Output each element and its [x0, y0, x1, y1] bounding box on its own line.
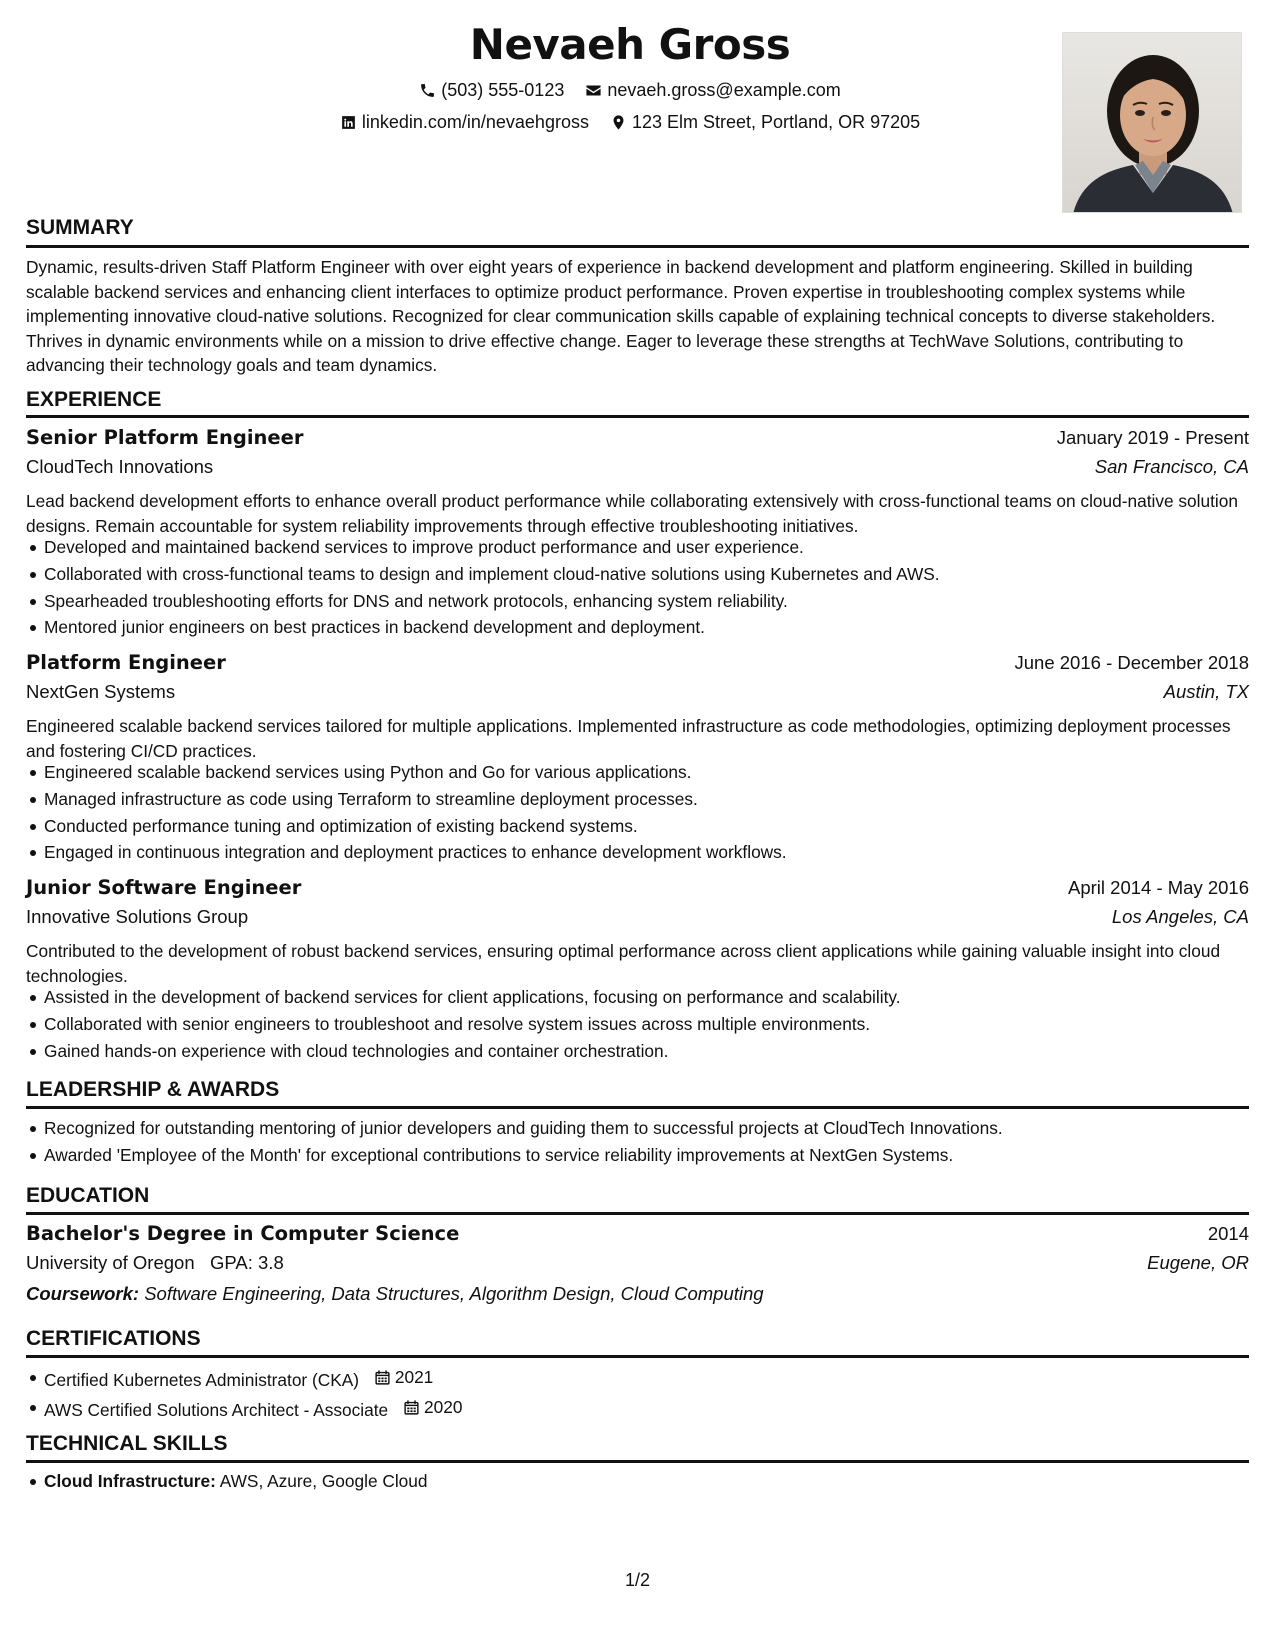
certification-name: AWS Certified Solutions Architect - Associate: [44, 1399, 389, 1420]
list-item: Collaborated with senior engineers to troubleshoot and resolve system issues across multiple environments.: [26, 1011, 1251, 1038]
list-item: Developed and maintained backend services to improve product performance and user experience.: [26, 534, 1251, 561]
phone-icon: [419, 82, 436, 99]
certification-date: [374, 1364, 433, 1391]
skills-heading: TECHNICAL SKILLS: [26, 1432, 228, 1455]
phone-contact: [419, 80, 564, 101]
coursework-label: Coursework:: [26, 1283, 140, 1304]
list-item: Conducted performance tuning and optimization of existing backend systems.: [26, 813, 1251, 840]
address-contact: [610, 112, 920, 133]
skills-divider: [26, 1460, 1249, 1463]
list-item: [26, 1394, 1251, 1424]
skill-category: Cloud Infrastructure:: [44, 1471, 216, 1491]
summary-text: Dynamic, results-driven Staff Platform Engineer with over eight years of experience in backend development and platform engineering. Skilled in building scalable backend services and enhancing client interfaces to optimize product performance. Proven expertise in troubleshooting complex systems while implementing innovative cloud-native solutions. Recognized for clear communication skills capable of explaining technical concepts to diverse stakeholders. Thrives in dynamic environments while on a mission to drive effective change. Eager to leverage these strengths at TechWave Solutions, contributing to advancing their technology goals and team dynamics.: [26, 257, 1216, 375]
list-item: Spearheaded troubleshooting efforts for DNS and network protocols, enhancing system reliability.: [26, 588, 1251, 615]
job-dates: April 2014 - May 2016: [1068, 877, 1249, 898]
email-contact[interactable]: [585, 80, 840, 101]
coursework-list: Software Engineering, Data Structures, Algorithm Design, Cloud Computing: [144, 1283, 764, 1304]
job-title: Senior Platform Engineer: [26, 426, 304, 449]
leadership-bullets: [26, 1115, 1251, 1169]
list-item: Engaged in continuous integration and deployment practices to enhance development workflows.: [26, 839, 1251, 866]
list-item: Mentored junior engineers on best practices in backend development and deployment.: [26, 614, 1251, 641]
leadership-divider: [26, 1106, 1249, 1109]
company-name: NextGen Systems: [26, 681, 176, 702]
phone-text: (503) 555-0123: [441, 80, 565, 100]
job-location: San Francisco, CA: [1094, 456, 1249, 477]
calendar-icon: [403, 1399, 420, 1416]
company-name: CloudTech Innovations: [26, 456, 214, 477]
summary-heading: SUMMARY: [26, 216, 134, 239]
candidate-name: Nevaeh Gross: [469, 20, 791, 69]
job-dates: January 2019 - Present: [1056, 427, 1249, 448]
school-location: Eugene, OR: [1147, 1252, 1249, 1273]
list-item: Gained hands-on experience with cloud technologies and container orchestration.: [26, 1038, 1251, 1065]
list-item: Managed infrastructure as code using Terraform to streamline deployment processes.: [26, 786, 1251, 813]
linkedin-icon: [340, 114, 357, 131]
certification-year: 2021: [394, 1367, 434, 1387]
list-item: [26, 1468, 1251, 1495]
job-description: Lead backend development efforts to enhance overall product performance while collaborating extensively with cross-functional teams on cloud-native solution designs. Remain accountable for system reliability improvements through effective troubleshooting initiatives.: [26, 491, 1238, 536]
linkedin-text[interactable]: linkedin.com/in/nevaehgross: [361, 112, 589, 132]
certifications-list: [26, 1364, 1251, 1423]
job-location: Austin, TX: [1163, 681, 1249, 702]
education-divider: [26, 1212, 1249, 1215]
school-name: University of Oregon: [26, 1252, 195, 1273]
experience-divider: [26, 415, 1249, 418]
job-location: Los Angeles, CA: [1111, 906, 1249, 927]
skill-values: AWS, Azure, Google Cloud: [219, 1471, 428, 1491]
summary-divider: [26, 245, 1249, 248]
graduation-year: 2014: [1207, 1223, 1249, 1244]
list-item: [26, 1364, 1251, 1394]
certification-name: Certified Kubernetes Administrator (CKA): [44, 1369, 360, 1390]
degree-title: Bachelor's Degree in Computer Science: [26, 1222, 460, 1245]
list-item: Awarded 'Employee of the Month' for exceptional contributions to service reliability improvements at NextGen Systems.: [26, 1142, 1251, 1169]
school-line: [26, 1252, 284, 1274]
certifications-heading: CERTIFICATIONS: [26, 1327, 201, 1350]
list-item: Engineered scalable backend services using Python and Go for various applications.: [26, 759, 1251, 786]
address-text: 123 Elm Street, Portland, OR 97205: [631, 112, 921, 132]
leadership-heading: LEADERSHIP & AWARDS: [26, 1078, 280, 1101]
job-title: Platform Engineer: [26, 651, 226, 674]
email-text[interactable]: nevaeh.gross@example.com: [607, 80, 841, 100]
gpa: GPA: 3.8: [210, 1252, 284, 1273]
map-pin-icon: [610, 114, 627, 131]
profile-photo: [1062, 32, 1242, 213]
job-title: Junior Software Engineer: [26, 876, 302, 899]
list-item: Recognized for outstanding mentoring of junior developers and guiding them to successful projects at CloudTech Innovations.: [26, 1115, 1251, 1142]
company-name: Innovative Solutions Group: [26, 906, 249, 927]
list-item: Assisted in the development of backend services for client applications, focusing on performance and scalability.: [26, 984, 1251, 1011]
certification-year: 2020: [423, 1396, 463, 1417]
education-heading: EDUCATION: [26, 1184, 150, 1207]
page-number: 1/2: [624, 1570, 651, 1590]
linkedin-contact[interactable]: [340, 112, 589, 133]
job-bullets: [26, 534, 1251, 641]
job-bullets: [26, 984, 1251, 1064]
job-dates: June 2016 - December 2018: [1014, 652, 1249, 673]
experience-heading: EXPERIENCE: [26, 388, 162, 411]
certifications-divider: [26, 1355, 1249, 1358]
skills-list: [26, 1468, 1251, 1495]
list-item: Collaborated with cross-functional teams to design and implement cloud-native solutions using Kubernetes and AWS.: [26, 561, 1251, 588]
calendar-icon: [374, 1369, 391, 1386]
envelope-icon: [585, 82, 602, 99]
job-description: Engineered scalable backend services tailored for multiple applications. Implemented infrastructure as code methodologies, optimizing deployment processes and fostering CI/CD practices.: [26, 716, 1231, 761]
coursework: [26, 1283, 764, 1305]
job-bullets: [26, 759, 1251, 866]
job-description: Contributed to the development of robust backend services, ensuring optimal performance across client applications while gaining valuable insight into cloud technologies.: [26, 941, 1221, 986]
certification-date: [403, 1394, 462, 1421]
